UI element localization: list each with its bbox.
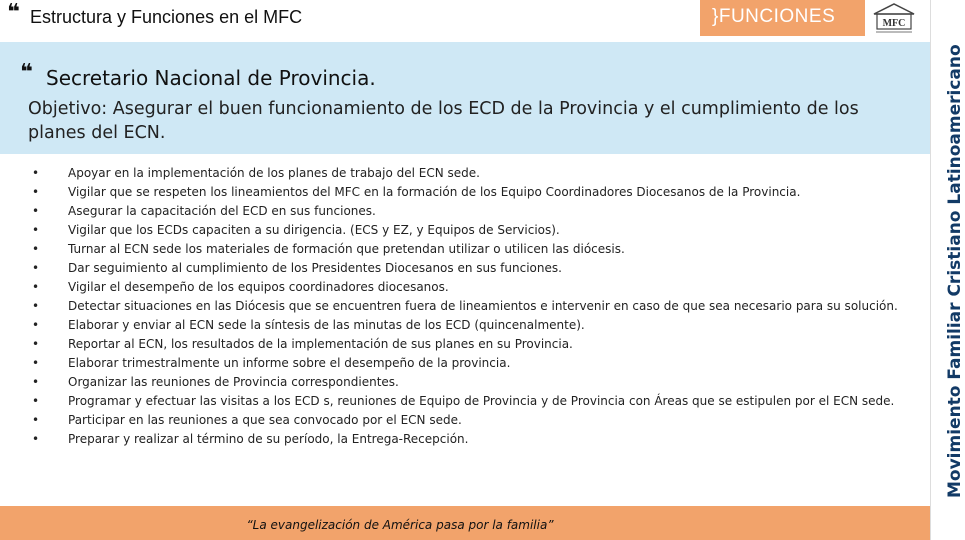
list-item: • Apoyar en la implementación de los planes de trabajo del ECN sede. [32, 164, 898, 183]
logo-text: MFC [882, 18, 906, 29]
list-item: • Elaborar trimestralmente un informe sobre el desempeño de la provincia. [32, 354, 898, 373]
mfc-logo [868, 1, 920, 35]
list-item: • Organizar las reuniones de Provincia correspondientes. [32, 373, 898, 392]
list-item: • Preparar y realizar al término de su período, la Entrega-Recepción. [32, 430, 898, 449]
list-item: • Dar seguimiento al cumplimiento de los Presidentes Diocesanos en sus funciones. [32, 259, 898, 278]
section-title: Secretario Nacional de Provincia. [46, 66, 376, 90]
list-item: • Reportar al ECN, los resultados de la implementación de sus planes en su Provincia. [32, 335, 898, 354]
mfc-logo-icon [868, 1, 920, 35]
objective-text: Objetivo: Asegurar el buen funcionamiento de los ECD de la Provincia y el cumplimiento de los planes del ECN. [28, 99, 859, 143]
funciones-label: }FUNCIONES [712, 6, 836, 27]
list-item: • Asegurar la capacitación del ECD en sus funciones. [32, 202, 898, 221]
footer-quote: “La evangelización de América pasa por la familia” [246, 518, 554, 532]
list-item: • Participar en las reuniones a que sea convocado por el ECN sede. [32, 411, 898, 430]
list-item: • Turnar al ECN sede los materiales de formación que pretendan utilizar o utilicen las diócesis. [32, 240, 898, 259]
list-item: • Detectar situaciones en las Diócesis que se encuentren fuera de lineamientos e intervenir en caso de que sea necesario para su solución. [32, 297, 898, 316]
list-item: • Vigilar el desempeño de los equipos coordinadores diocesanos. [32, 278, 898, 297]
functions-list [32, 164, 898, 449]
page-title: Estructura y Funciones en el MFC [30, 7, 303, 27]
quote-bullet-icon: ❝ [20, 60, 33, 85]
list-item: • Vigilar que los ECDs capaciten a su dirigencia. (ECS y EZ, y Equipos de Servicios). [32, 221, 898, 240]
list-item: • Elaborar y enviar al ECN sede la síntesis de las minutas de los ECD (quincenalmente). [32, 316, 898, 335]
quote-bullet-icon: ❝ [7, 0, 20, 25]
list-item: • Vigilar que se respeten los lineamientos del MFC en la formación de los Equipo Coordinadores Diocesanos de la Provincia. [32, 183, 898, 202]
vertical-org-name: Movimiento Familiar Cristiano Latinoamericano [945, 44, 965, 498]
list-item: • Programar y efectuar las visitas a los ECD s, reuniones de Equipo de Provincia y de Provincia con Áreas que se estipulen por el ECN sede. [32, 392, 898, 411]
